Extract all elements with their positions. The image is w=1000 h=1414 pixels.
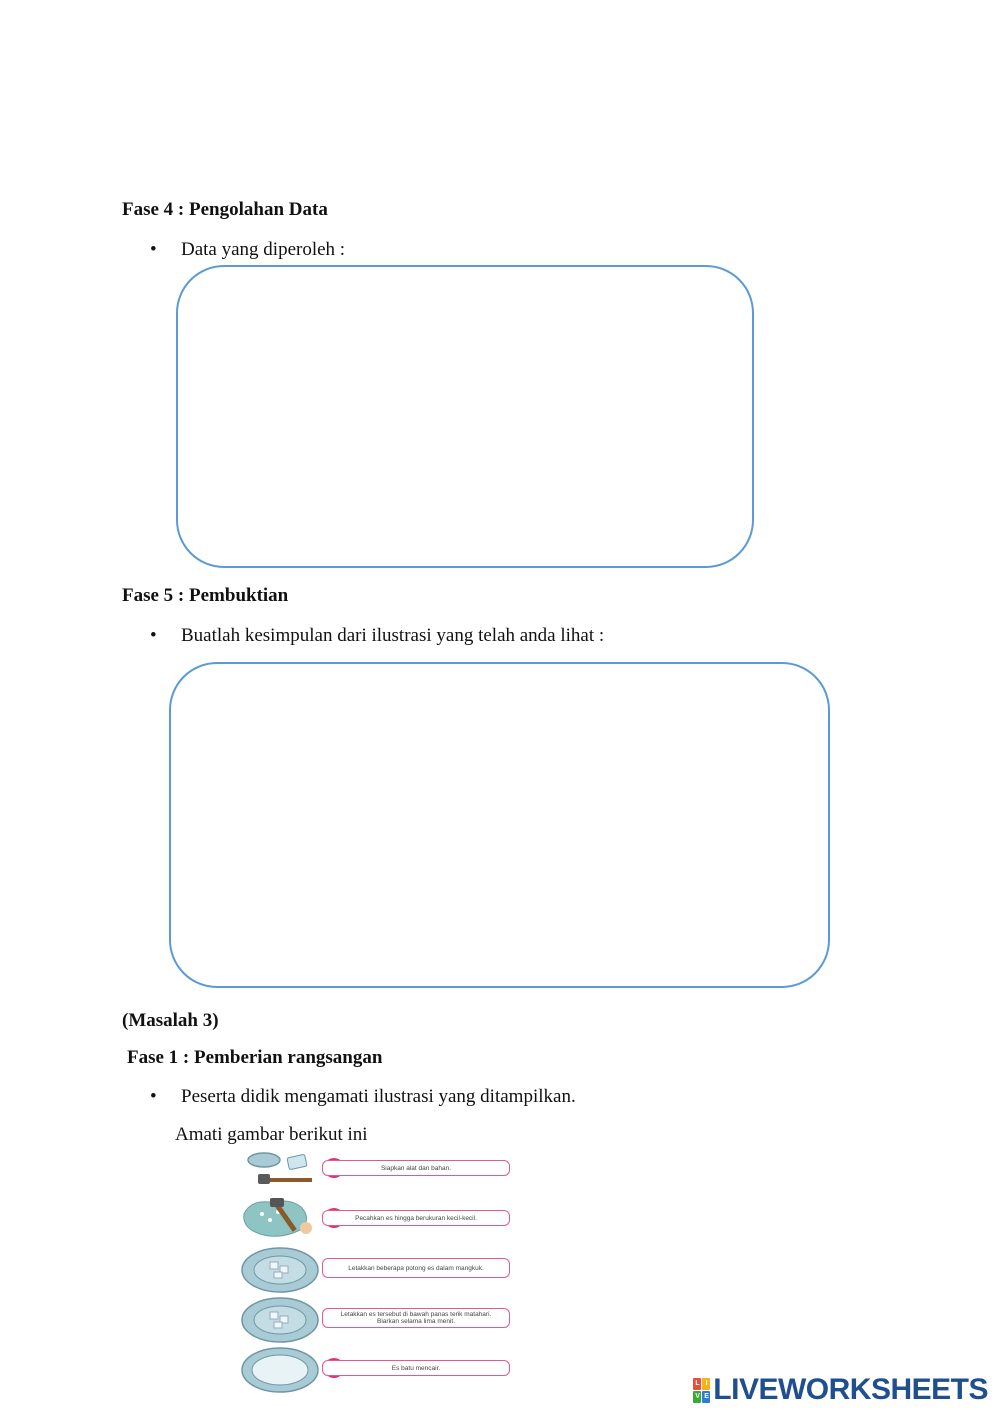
ice-melting-illustration — [238, 1148, 520, 1396]
phase5-heading: Fase 5 : Pembuktian — [122, 585, 289, 606]
phase4-bullet-dot: • — [150, 239, 157, 260]
conclusion-answer-input[interactable] — [171, 664, 828, 986]
liveworksheets-logo — [693, 1372, 988, 1408]
tools-and-materials-image — [244, 1150, 316, 1190]
phase5-bullet-dot: • — [150, 625, 157, 646]
step-label-4: Letakkan es tersebut di bawah panas terik matahari. Biarkan selama lima menit. — [322, 1308, 510, 1328]
conclusion-answer-box[interactable] — [169, 662, 830, 988]
crushing-ice-image — [240, 1194, 318, 1242]
ice-in-bowl-image — [240, 1246, 320, 1294]
problem3-bullet-dot: • — [150, 1086, 157, 1107]
ice-under-sun-image — [240, 1296, 320, 1344]
data-answer-input[interactable] — [178, 267, 752, 566]
problem3-title: (Masalah 3) — [122, 1010, 219, 1031]
melted-ice-image — [240, 1346, 320, 1394]
step-label-1: Siapkan alat dan bahan. — [322, 1160, 510, 1176]
problem3-phase1-heading: Fase 1 : Pemberian rangsangan — [127, 1047, 383, 1068]
step-label-3: Letakkan beberapa potong es dalam mangkuk. — [322, 1258, 510, 1278]
brand-name: LIVEWORKSHEETS — [713, 1373, 988, 1406]
step-label-5: Es batu mencair. — [322, 1360, 510, 1376]
phase4-bullet-text: Data yang diperoleh : — [181, 239, 346, 260]
liveworksheets-logo-icon: L I V E — [693, 1378, 710, 1403]
phase5-bullet-text: Buatlah kesimpulan dari ilustrasi yang telah anda lihat : — [181, 625, 605, 646]
phase4-heading: Fase 4 : Pengolahan Data — [122, 199, 328, 220]
step-label-2: Pecahkan es hingga berukuran kecil-kecil. — [322, 1210, 510, 1226]
data-answer-box[interactable] — [176, 265, 754, 568]
problem3-bullet-text: Peserta didik mengamati ilustrasi yang ditampilkan. — [181, 1086, 576, 1107]
problem3-instruction: Amati gambar berikut ini — [175, 1124, 368, 1145]
